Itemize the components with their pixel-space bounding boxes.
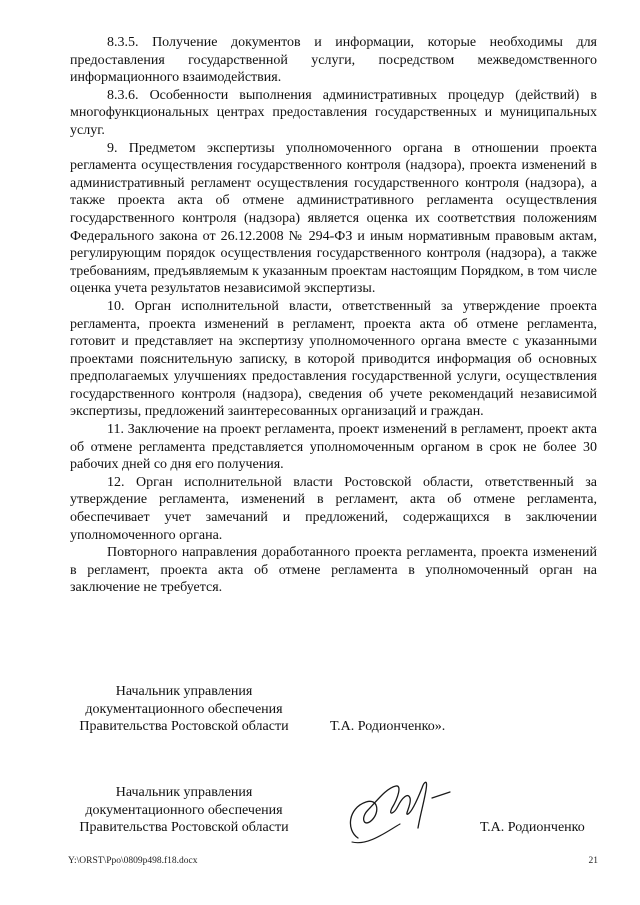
signature-2-name: Т.А. Родионченко xyxy=(480,820,585,835)
paragraph-8-3-6: 8.3.6. Особенности выполнения административных процедур (действий) в многофункциональных центрах предоставления государственных и муниципальных услуг. xyxy=(70,87,597,138)
signature-block-1-title xyxy=(66,683,302,736)
document-body xyxy=(70,34,597,597)
footer-file-path: Y:\ORST\Ppo\0809p498.f18.docx xyxy=(68,856,198,866)
page-number: 21 xyxy=(588,856,598,866)
paragraph-12: 12. Орган исполнительной власти Ростовской области, ответственный за утверждение регламента, изменений в регламент, акта об отмене регламента, обеспечивает учет замечаний и предложений, содержащихся в заключении уполномоченного органа. xyxy=(70,474,597,543)
paragraph-8-3-5: 8.3.5. Получение документов и информации, которые необходимы для предоставления государственной услуги, посредством межведомственного информационного взаимодействия. xyxy=(70,35,597,86)
paragraph-11: 11. Заключение на проект регламента, проект изменений в регламент, проект акта об отмене регламента представляется уполномоченным органом в срок не более 30 рабочих дней со дня его получения. xyxy=(70,422,597,473)
signature-block-2-title xyxy=(66,784,302,837)
signature-1-name: Т.А. Родионченко». xyxy=(330,719,446,734)
paragraph-10: 10. Орган исполнительной власти, ответственный за утверждение проекта регламента, проекта изменений в регламент, проекта акта об отмене регламента, готовит и представляет на экспертизу уполномоченного органа вместе с указанными проектами пояснительную записку, в которой приводится информация об основных предполагаемых улучшениях предоставления государственной услуги, осуществления государственного контроля (надзора), сведения об учете рекомендаций независимой экспертизы, предложений заинтересованных организаций и граждан. xyxy=(70,298,597,420)
signature-2-title-line1: Начальник управления xyxy=(115,785,253,800)
signature-1-title-line1: Начальник управления xyxy=(115,684,253,699)
signature-2-title-line3: Правительства Ростовской области xyxy=(79,820,289,836)
signature-1-title-line3: Правительства Ростовской области xyxy=(79,719,289,735)
handwritten-signature xyxy=(338,768,458,850)
signature-1-title-line2: документационного обеспечения xyxy=(85,701,283,717)
paragraph-9: 9. Предметом экспертизы уполномоченного органа в отношении проекта регламента осуществления государственного контроля (надзора), проекта изменений в административный регламент осуществления государственного контроля (надзора), а также проекта акта об отмене административного регламента осуществления государственного контроля (надзора) является оценка их соответствия положениям Федерального закона от 26.12.2008 № 294-ФЗ и иным нормативным правовым актам, регулирующим порядок осуществления государственного контроля (надзора), а также требованиям, предъявляемым к указанным проектам настоящим Порядком, в том числе оценка учета результатов независимой экспертизы. xyxy=(70,140,597,297)
paragraph-repeat-submission: Повторного направления доработанного проекта регламента, проекта изменений в регламент, проекта акта об отмене регламента в уполномоченный орган на заключение не требуется. xyxy=(70,545,597,596)
signature-2-title-line2: документационного обеспечения xyxy=(85,802,283,818)
